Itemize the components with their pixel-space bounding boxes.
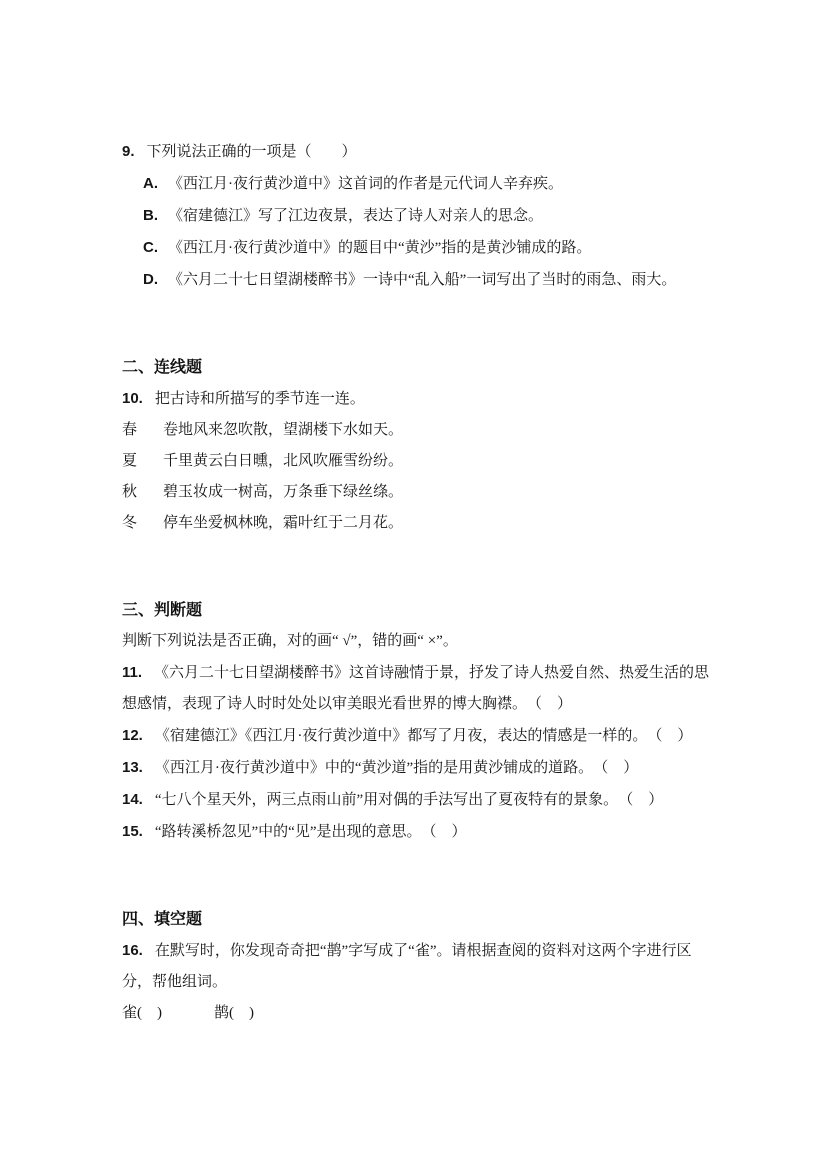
question-16 — [122, 935, 712, 998]
question-9 — [122, 136, 712, 168]
judgment-item-14-text: “七八个星天外，两三点雨山前”用对偶的手法写出了夏夜特有的景象。 — [154, 792, 611, 808]
judgment-item-11-answer-blank: （ ） — [519, 696, 573, 712]
matching-row-spring — [122, 415, 712, 446]
option-b-text: 《宿建德江》写了江边夜景，表达了诗人对亲人的思念。 — [168, 208, 544, 224]
judgment-item-14-number: 14. — [122, 791, 143, 808]
option-c-text: 《西江月·夜行黄沙道中》的题目中“黄沙”指的是黄沙铺成的路。 — [168, 240, 592, 256]
option-a-label: A. — [143, 175, 158, 192]
judgment-item-15-text: “路转溪桥忽见”中的“见”是出现的意思。 — [154, 824, 414, 840]
judgment-item-12 — [122, 720, 712, 752]
season-label-winter: 冬 — [122, 515, 138, 531]
judgment-item-13 — [122, 752, 712, 784]
word-blank-que: 雀( ) — [122, 1005, 162, 1021]
option-c — [122, 232, 712, 264]
poem-line-winter: 停车坐爱枫林晚，霜叶红于二月花。 — [163, 515, 404, 531]
multiple-choice-section — [122, 136, 712, 296]
judgment-item-12-number: 12. — [122, 727, 143, 744]
matching-row-autumn — [122, 477, 712, 508]
judgment-section — [122, 595, 712, 848]
question-16-number: 16. — [122, 942, 143, 959]
judgment-item-13-text: 《西江月·夜行黄沙道中》中的“黄沙道”指的是用黄沙铺成的道路。 — [154, 760, 586, 776]
judgment-item-12-answer-blank: （ ） — [639, 728, 693, 744]
fill-in-section-heading: 四、填空题 — [122, 911, 203, 928]
option-d-text: 《六月二十七日望湖楼醉书》一诗中“乱入船”一词写出了当时的雨急、雨大。 — [168, 272, 677, 288]
judgment-item-14 — [122, 784, 712, 816]
judgment-item-11-number: 11. — [122, 664, 143, 681]
judgment-item-15 — [122, 816, 712, 848]
question-9-stem: 下列说法正确的一项是（ ） — [146, 144, 357, 160]
poem-line-spring: 卷地风来忽吹散，望湖楼下水如天。 — [163, 422, 404, 438]
judgment-item-11 — [122, 657, 712, 720]
judgment-item-11-text: 《六月二十七日望湖楼醉书》这首诗融情于景，抒发了诗人热爱自然、热爱生活的思想感情，表现了诗人时时处处以审美眼光看世界的博大胸襟。 — [122, 665, 710, 712]
judgment-item-15-answer-blank: （ ） — [414, 824, 467, 840]
poem-line-summer: 千里黄云白日曛，北风吹雁雪纷纷。 — [163, 453, 404, 469]
judgment-item-14-answer-blank: （ ） — [610, 792, 664, 808]
judgment-item-15-number: 15. — [122, 823, 143, 840]
matching-section — [122, 352, 712, 539]
question-10-number: 10. — [122, 390, 143, 407]
option-a — [122, 168, 712, 200]
judgment-item-13-answer-blank: （ ） — [585, 760, 639, 776]
question-10 — [122, 383, 712, 415]
option-b-label: B. — [143, 207, 158, 224]
option-a-text: 《西江月·夜行黄沙道中》这首词的作者是元代词人辛弃疾。 — [168, 176, 563, 192]
season-label-summer: 夏 — [122, 453, 138, 469]
judgment-instruction: 判断下列说法是否正确，对的画“ √”，错的画“ ×”。 — [122, 633, 458, 649]
judgment-section-heading: 三、判断题 — [122, 602, 203, 619]
judgment-item-13-number: 13. — [122, 759, 143, 776]
judgment-item-12-text: 《宿建德江》《西江月·夜行黄沙道中》都写了月夜，表达的情感是一样的。 — [154, 728, 640, 744]
page-content — [122, 136, 712, 1029]
option-d-label: D. — [143, 271, 158, 288]
matching-row-winter — [122, 508, 712, 539]
question-16-stem: 在默写时，你发现奇奇把“鹊”字写成了“雀”。请根据查阅的资料对这两个字进行区分，帮他组词。 — [122, 943, 692, 990]
option-c-label: C. — [143, 239, 158, 256]
word-blank-row — [122, 998, 712, 1029]
matching-row-summer — [122, 446, 712, 477]
season-label-autumn: 秋 — [122, 484, 138, 500]
poem-line-autumn: 碧玉妆成一树高，万条垂下绿丝绦。 — [163, 484, 404, 500]
option-d — [122, 264, 712, 296]
season-label-spring: 春 — [122, 422, 138, 438]
question-10-stem: 把古诗和所描写的季节连一连。 — [154, 391, 365, 407]
question-9-number: 9. — [122, 143, 135, 160]
word-blank-magpie: 鹊( ) — [214, 1005, 254, 1021]
matching-section-heading: 二、连线题 — [122, 359, 203, 376]
option-b — [122, 200, 712, 232]
fill-in-section — [122, 904, 712, 1029]
